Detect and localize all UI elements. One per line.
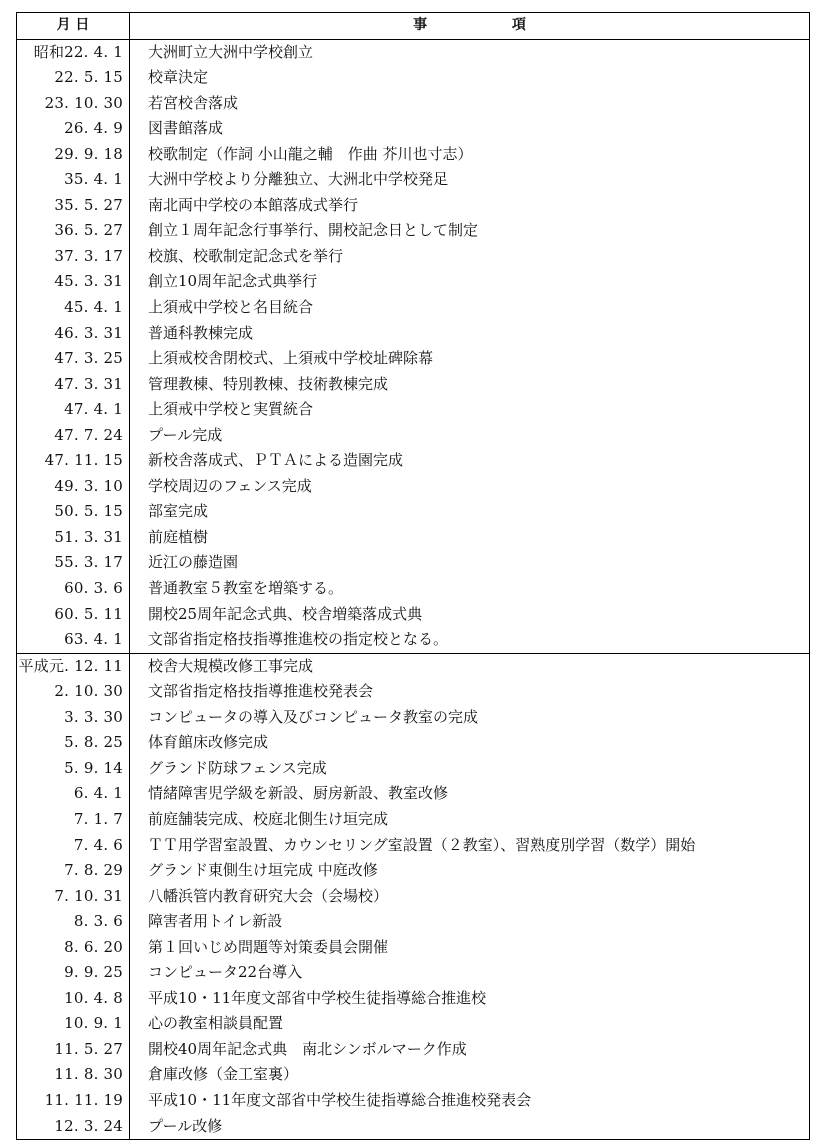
row-date: 47. 4. 1: [17, 397, 130, 423]
row-date: 47. 7. 24: [17, 423, 130, 449]
row-event: 平成10・11年度文部省中学校生徒指導総合推進校発表会: [130, 1088, 810, 1114]
table-row: [17, 576, 810, 602]
table-row: [17, 346, 810, 372]
table-row: [17, 986, 810, 1012]
row-event: 校旗、校歌制定記念式を挙行: [130, 244, 810, 270]
table-row: [17, 833, 810, 859]
row-date: 7. 8. 29: [17, 858, 130, 884]
row-date: 47. 3. 31: [17, 372, 130, 398]
row-event: グランド防球フェンス完成: [130, 756, 810, 782]
row-event: 上須戒中学校と名目統合: [130, 295, 810, 321]
table-row: [17, 167, 810, 193]
row-date: 11. 8. 30: [17, 1062, 130, 1088]
table-row: [17, 397, 810, 423]
row-date: 50. 5. 15: [17, 499, 130, 525]
row-date: 10. 9. 1: [17, 1011, 130, 1037]
row-date: 昭和22. 4. 1: [17, 39, 130, 65]
row-date: 26. 4. 9: [17, 116, 130, 142]
row-event: 近江の藤造園: [130, 550, 810, 576]
history-table: [16, 12, 810, 1140]
table-row: [17, 756, 810, 782]
row-date: 10. 4. 8: [17, 986, 130, 1012]
row-event: 前庭舗装完成、校庭北側生け垣完成: [130, 807, 810, 833]
row-event: 校舎大規模改修工事完成: [130, 653, 810, 679]
row-event: 新校舎落成式、ＰＴＡによる造園完成: [130, 448, 810, 474]
row-event: 学校周辺のフェンス完成: [130, 474, 810, 500]
table-row: [17, 321, 810, 347]
table-row: [17, 1011, 810, 1037]
table-row: [17, 91, 810, 117]
row-date: 7. 1. 7: [17, 807, 130, 833]
row-date: 8. 6. 20: [17, 935, 130, 961]
row-event: 部室完成: [130, 499, 810, 525]
row-event: ＴＴ用学習室設置、カウンセリング室設置（２教室）、習熟度別学習（数学）開始: [130, 833, 810, 859]
row-date: 49. 3. 10: [17, 474, 130, 500]
row-date: 6. 4. 1: [17, 781, 130, 807]
row-event: 文部省指定格技指導推進校発表会: [130, 679, 810, 705]
row-date: 12. 3. 24: [17, 1114, 130, 1140]
table-row: [17, 39, 810, 65]
header-item: [130, 13, 810, 40]
row-date: 2. 10. 30: [17, 679, 130, 705]
header-row: [17, 13, 810, 40]
row-event: 図書館落成: [130, 116, 810, 142]
row-event: コンピュータの導入及びコンピュータ教室の完成: [130, 705, 810, 731]
row-event: 文部省指定格技指導推進校の指定校となる。: [130, 627, 810, 653]
table-row: [17, 295, 810, 321]
row-date: 45. 3. 31: [17, 269, 130, 295]
row-date: 11. 5. 27: [17, 1037, 130, 1063]
row-event: 開校40周年記念式典 南北シンボルマーク作成: [130, 1037, 810, 1063]
row-event: 前庭植樹: [130, 525, 810, 551]
table-row: [17, 935, 810, 961]
row-event: 上須戒中学校と実質統合: [130, 397, 810, 423]
table-row: [17, 653, 810, 679]
row-event: コンピュータ22台導入: [130, 960, 810, 986]
table-row: [17, 858, 810, 884]
row-date: 35. 4. 1: [17, 167, 130, 193]
row-date: 35. 5. 27: [17, 193, 130, 219]
table-row: [17, 679, 810, 705]
header-date: 月 日: [17, 13, 130, 40]
row-event: プール改修: [130, 1114, 810, 1140]
row-event: 若宮校舎落成: [130, 91, 810, 117]
row-event: グランド東側生け垣完成 中庭改修: [130, 858, 810, 884]
row-event: 創立10周年記念式典挙行: [130, 269, 810, 295]
table-row: [17, 474, 810, 500]
table-row: [17, 525, 810, 551]
table-row: [17, 65, 810, 91]
row-date: 51. 3. 31: [17, 525, 130, 551]
row-event: 倉庫改修（金工室裏）: [130, 1062, 810, 1088]
table-row: [17, 372, 810, 398]
row-date: 3. 3. 30: [17, 705, 130, 731]
row-event: 南北両中学校の本館落成式挙行: [130, 193, 810, 219]
table-row: [17, 499, 810, 525]
row-date: 37. 3. 17: [17, 244, 130, 270]
row-date: 23. 10. 30: [17, 91, 130, 117]
table-row: [17, 1088, 810, 1114]
table-row: [17, 909, 810, 935]
row-event: 情緒障害児学級を新設、厨房新設、教室改修: [130, 781, 810, 807]
table-row: [17, 244, 810, 270]
row-date: 22. 5. 15: [17, 65, 130, 91]
table-row: [17, 627, 810, 653]
row-event: 心の教室相談員配置: [130, 1011, 810, 1037]
row-date: 平成元. 12. 11: [17, 653, 130, 679]
row-event: 管理教棟、特別教棟、技術教棟完成: [130, 372, 810, 398]
row-date: 36. 5. 27: [17, 218, 130, 244]
table-row: [17, 1114, 810, 1140]
table-body: [17, 39, 810, 1140]
row-event: 体育館床改修完成: [130, 730, 810, 756]
row-event: 障害者用トイレ新設: [130, 909, 810, 935]
row-date: 5. 9. 14: [17, 756, 130, 782]
table-row: [17, 269, 810, 295]
row-date: 47. 3. 25: [17, 346, 130, 372]
row-date: 11. 11. 19: [17, 1088, 130, 1114]
row-date: 9. 9. 25: [17, 960, 130, 986]
row-event: 大洲町立大洲中学校創立: [130, 39, 810, 65]
table-row: [17, 807, 810, 833]
row-event: 上須戒校舎閉校式、上須戒中学校址碑除幕: [130, 346, 810, 372]
row-event: 開校25周年記念式典、校舎増築落成式典: [130, 602, 810, 628]
table-row: [17, 1062, 810, 1088]
header-item-label: 事 項: [413, 17, 566, 33]
table-row: [17, 218, 810, 244]
history-sheet: [16, 12, 809, 1140]
row-date: 63. 4. 1: [17, 627, 130, 653]
row-date: 47. 11. 15: [17, 448, 130, 474]
row-event: 普通教室５教室を増築する。: [130, 576, 810, 602]
row-date: 7. 4. 6: [17, 833, 130, 859]
row-date: 60. 3. 6: [17, 576, 130, 602]
table-row: [17, 730, 810, 756]
row-event: 普通科教棟完成: [130, 321, 810, 347]
table-row: [17, 781, 810, 807]
row-date: 5. 8. 25: [17, 730, 130, 756]
table-row: [17, 705, 810, 731]
table-row: [17, 142, 810, 168]
row-date: 55. 3. 17: [17, 550, 130, 576]
table-row: [17, 448, 810, 474]
table-row: [17, 193, 810, 219]
row-date: 60. 5. 11: [17, 602, 130, 628]
row-event: 第１回いじめ問題等対策委員会開催: [130, 935, 810, 961]
row-event: プール完成: [130, 423, 810, 449]
row-date: 46. 3. 31: [17, 321, 130, 347]
table-row: [17, 960, 810, 986]
row-event: 校章決定: [130, 65, 810, 91]
table-row: [17, 884, 810, 910]
row-date: 7. 10. 31: [17, 884, 130, 910]
table-row: [17, 423, 810, 449]
table-header: [17, 13, 810, 40]
row-date: 8. 3. 6: [17, 909, 130, 935]
table-row: [17, 550, 810, 576]
table-row: [17, 602, 810, 628]
table-row: [17, 1037, 810, 1063]
row-date: 29. 9. 18: [17, 142, 130, 168]
row-event: 大洲中学校より分離独立、大洲北中学校発足: [130, 167, 810, 193]
row-event: 校歌制定（作詞 小山龍之輔 作曲 芥川也寸志）: [130, 142, 810, 168]
row-date: 45. 4. 1: [17, 295, 130, 321]
row-event: 八幡浜管内教育研究大会（会場校）: [130, 884, 810, 910]
table-row: [17, 116, 810, 142]
row-event: 創立１周年記念行事挙行、開校記念日として制定: [130, 218, 810, 244]
row-event: 平成10・11年度文部省中学校生徒指導総合推進校: [130, 986, 810, 1012]
